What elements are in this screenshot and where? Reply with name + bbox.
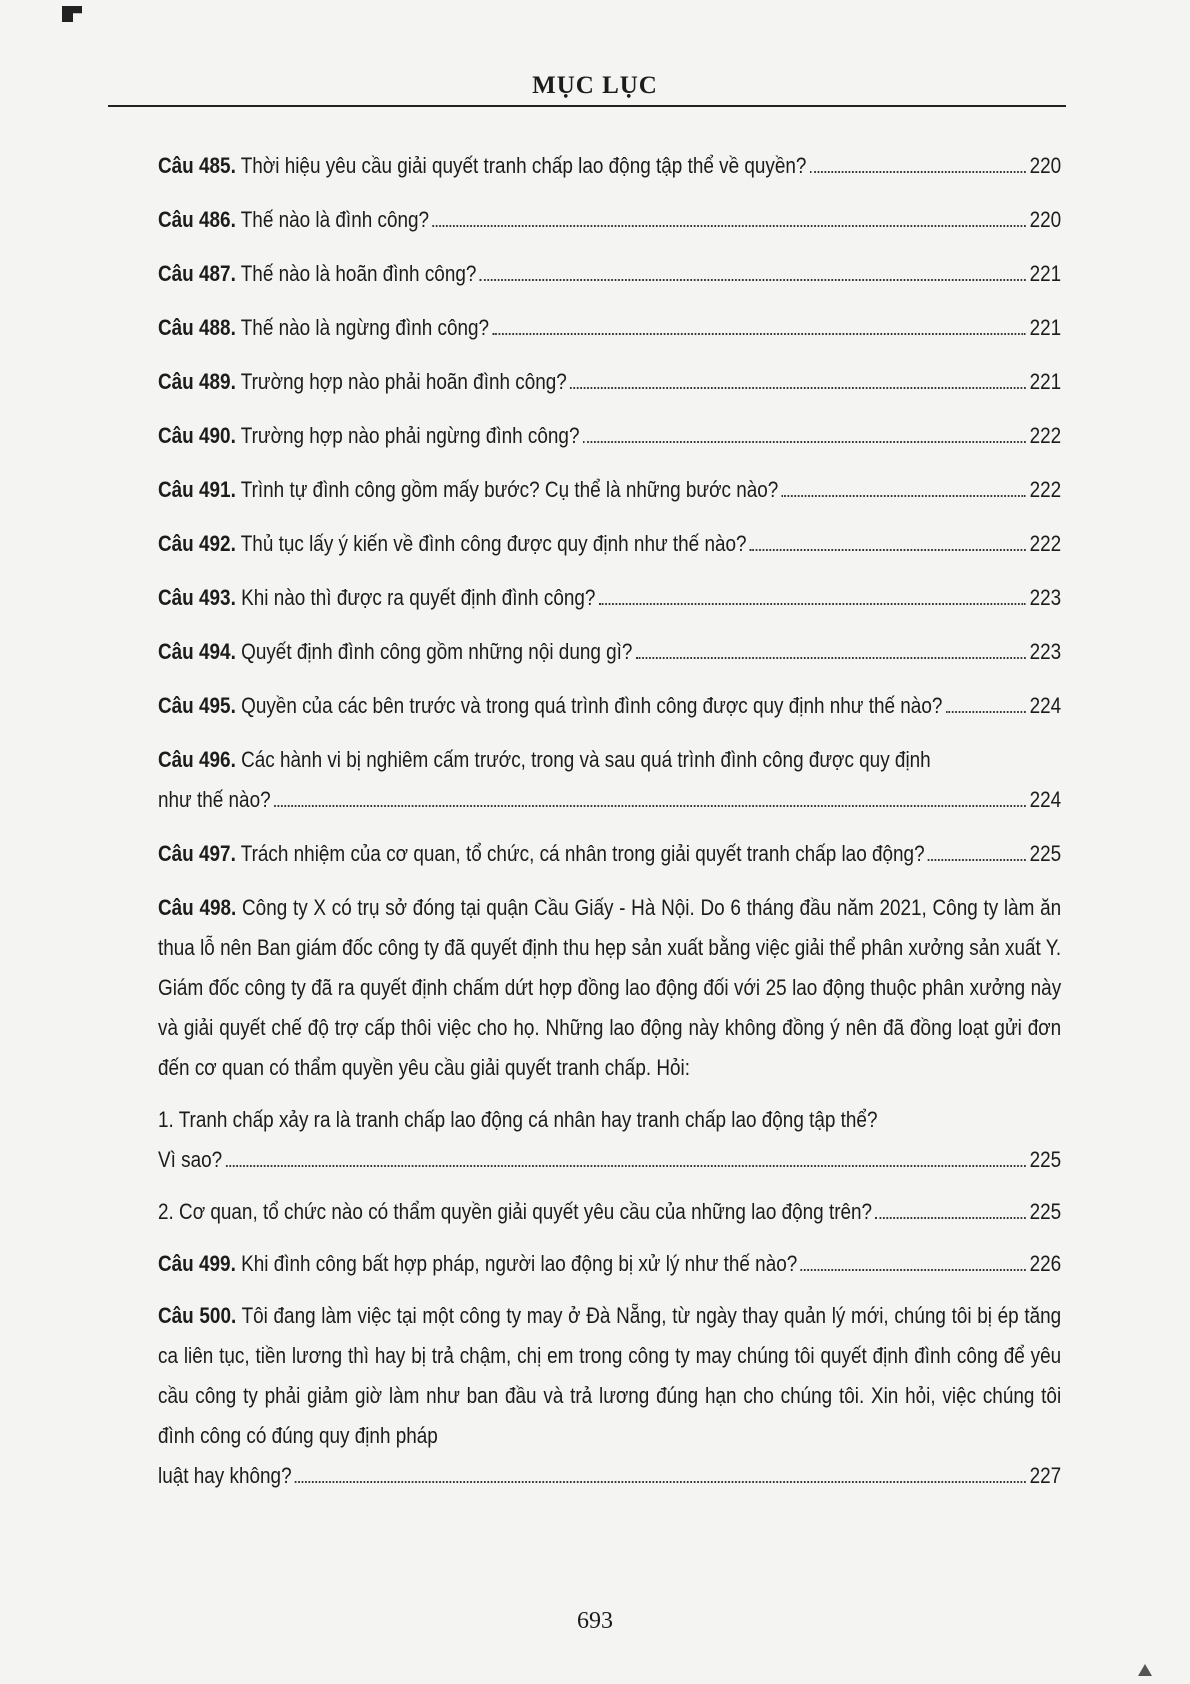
scan-corner-mark <box>62 6 82 22</box>
entry-text: Thế nào là đình công? <box>240 207 430 232</box>
header-divider <box>108 105 1066 107</box>
entry-text: Thời hiệu yêu cầu giải quyết tranh chấp lao động tập thể về quyền? <box>240 153 807 178</box>
sub-question-last-line: Vì sao? <box>158 1147 223 1172</box>
sub-question-text: 1. Tranh chấp xảy ra là tranh chấp lao động cá nhân hay tranh chấp lao động tập thể? <box>158 1107 878 1132</box>
entry-number: Câu 487. <box>158 261 236 286</box>
entry-page: 224 <box>1029 787 1062 812</box>
entry-number: Câu 497. <box>158 841 236 866</box>
entry-text: Trình tự đình công gồm mấy bước? Cụ thể là những bước nào? <box>240 477 779 502</box>
page-title: MỤC LỤC <box>532 72 658 99</box>
dot-leader <box>480 279 1026 281</box>
toc-entry-498-sub-1[interactable] <box>158 1100 1061 1180</box>
entry-page: 225 <box>1029 1147 1062 1172</box>
entry-text-last-line: như thế nào? <box>158 787 271 812</box>
entry-number: Câu 495. <box>158 693 236 718</box>
dot-leader <box>432 225 1026 227</box>
dot-leader <box>928 859 1026 861</box>
toc-entry-498[interactable] <box>158 888 1061 1088</box>
entry-page: 221 <box>1029 261 1062 286</box>
entry-text: Trường hợp nào phải hoãn đình công? <box>240 369 567 394</box>
entry-number: Câu 490. <box>158 423 236 448</box>
dot-leader <box>226 1165 1027 1167</box>
toc-entry-488[interactable] <box>158 308 1061 348</box>
entry-number: Câu 488. <box>158 315 236 340</box>
table-of-contents <box>158 146 1061 1508</box>
entry-text-last-line: luật hay không? <box>158 1463 292 1488</box>
entry-page: 224 <box>1029 693 1062 718</box>
entry-text: Tôi đang làm việc tại một công ty may ở Đà Nẵng, từ ngày thay quản lý mới, chúng tôi bị ép tăng ca liên tục, tiền lương thì hay bị trả chậm, chị em trong công ty may chúng tôi quyết định đình công để yêu cầu công ty phải giảm giờ làm như ban đầu và trả lương đúng hạn cho chúng tôi. Xin hỏi, việc chúng tôi đình công có đúng quy định pháp <box>158 1303 1062 1448</box>
dot-leader <box>876 1217 1027 1219</box>
toc-entry-496[interactable] <box>158 740 1061 820</box>
entry-text: Công ty X có trụ sở đóng tại quận Cầu Giấy - Hà Nội. Do 6 tháng đầu năm 2021, Công ty làm ăn thua lỗ nên Ban giám đốc công ty đã quyết định thu hẹp sản xuất bằng việc giải thể phân xưởng sản xuất Y. Giám đốc công ty đã ra quyết định chấm dứt hợp đồng lao động đối với 25 lao động thuộc phân xưởng này và giải quyết chế độ trợ cấp thôi việc cho họ. Những lao động này không đồng ý nên đã đồng loạt gửi đơn đến cơ quan có thẩm quyền yêu cầu giải quyết tranh chấp. Hỏi: <box>158 895 1062 1080</box>
entry-page: 227 <box>1029 1463 1062 1488</box>
entry-page: 222 <box>1029 531 1062 556</box>
entry-number: Câu 499. <box>158 1251 236 1276</box>
toc-entry-485[interactable] <box>158 146 1061 186</box>
entry-number: Câu 485. <box>158 153 236 178</box>
entry-text: Thế nào là ngừng đình công? <box>240 315 490 340</box>
dot-leader <box>274 805 1026 807</box>
entry-text: Quyết định đình công gồm những nội dung gì? <box>241 639 633 664</box>
entry-page: 221 <box>1029 315 1062 340</box>
entry-page: 225 <box>1029 1199 1062 1224</box>
entry-text: Khi nào thì được ra quyết định đình công? <box>241 585 596 610</box>
toc-entry-489[interactable] <box>158 362 1061 402</box>
dot-leader <box>801 1269 1026 1271</box>
entry-number: Câu 496. <box>158 747 236 772</box>
dot-leader <box>570 387 1026 389</box>
toc-entry-498-sub-2[interactable] <box>158 1192 1061 1232</box>
entry-number: Câu 492. <box>158 531 236 556</box>
toc-entry-490[interactable] <box>158 416 1061 456</box>
entry-number: Câu 489. <box>158 369 236 394</box>
page-number: 693 <box>577 1608 613 1634</box>
entry-number: Câu 494. <box>158 639 236 664</box>
dot-leader <box>810 171 1026 173</box>
dot-leader <box>750 549 1026 551</box>
toc-entry-494[interactable] <box>158 632 1061 672</box>
toc-entry-492[interactable] <box>158 524 1061 564</box>
entry-text: Thủ tục lấy ý kiến về đình công được quy định như thế nào? <box>240 531 747 556</box>
sub-question-text: 2. Cơ quan, tổ chức nào có thẩm quyền giải quyết yêu cầu của những lao động trên? <box>158 1199 873 1224</box>
entry-page: 220 <box>1029 207 1062 232</box>
dot-leader <box>583 441 1026 443</box>
entry-text: Khi đình công bất hợp pháp, người lao động bị xử lý như thế nào? <box>241 1251 798 1276</box>
toc-entry-486[interactable] <box>158 200 1061 240</box>
scan-corner-mark <box>1138 1664 1152 1676</box>
entry-page: 220 <box>1029 153 1062 178</box>
entry-number: Câu 500. <box>158 1303 237 1328</box>
toc-entry-500[interactable] <box>158 1296 1061 1496</box>
entry-page: 225 <box>1029 841 1062 866</box>
toc-entry-491[interactable] <box>158 470 1061 510</box>
entry-page: 222 <box>1029 423 1062 448</box>
dot-leader <box>295 1481 1026 1483</box>
toc-entry-495[interactable] <box>158 686 1061 726</box>
toc-entry-499[interactable] <box>158 1244 1061 1284</box>
dot-leader <box>946 711 1026 713</box>
entry-number: Câu 486. <box>158 207 236 232</box>
entry-page: 223 <box>1029 639 1062 664</box>
dot-leader <box>492 333 1026 335</box>
entry-page: 223 <box>1029 585 1062 610</box>
entry-text: Trường hợp nào phải ngừng đình công? <box>240 423 580 448</box>
toc-entry-497[interactable] <box>158 834 1061 874</box>
entry-number: Câu 498. <box>158 895 237 920</box>
entry-page: 222 <box>1029 477 1062 502</box>
entry-page: 221 <box>1029 369 1062 394</box>
entry-text: Các hành vi bị nghiêm cấm trước, trong và sau quá trình đình công được quy định <box>241 747 931 772</box>
entry-text: Thế nào là hoãn đình công? <box>240 261 477 286</box>
entry-text: Trách nhiệm của cơ quan, tổ chức, cá nhân trong giải quyết tranh chấp lao động? <box>240 841 925 866</box>
toc-entry-493[interactable] <box>158 578 1061 618</box>
dot-leader <box>599 603 1026 605</box>
toc-entry-487[interactable] <box>158 254 1061 294</box>
entry-page: 226 <box>1029 1251 1062 1276</box>
dot-leader <box>782 495 1026 497</box>
dot-leader <box>636 657 1026 659</box>
entry-number: Câu 491. <box>158 477 236 502</box>
entry-text: Quyền của các bên trước và trong quá trình đình công được quy định như thế nào? <box>241 693 943 718</box>
entry-number: Câu 493. <box>158 585 236 610</box>
